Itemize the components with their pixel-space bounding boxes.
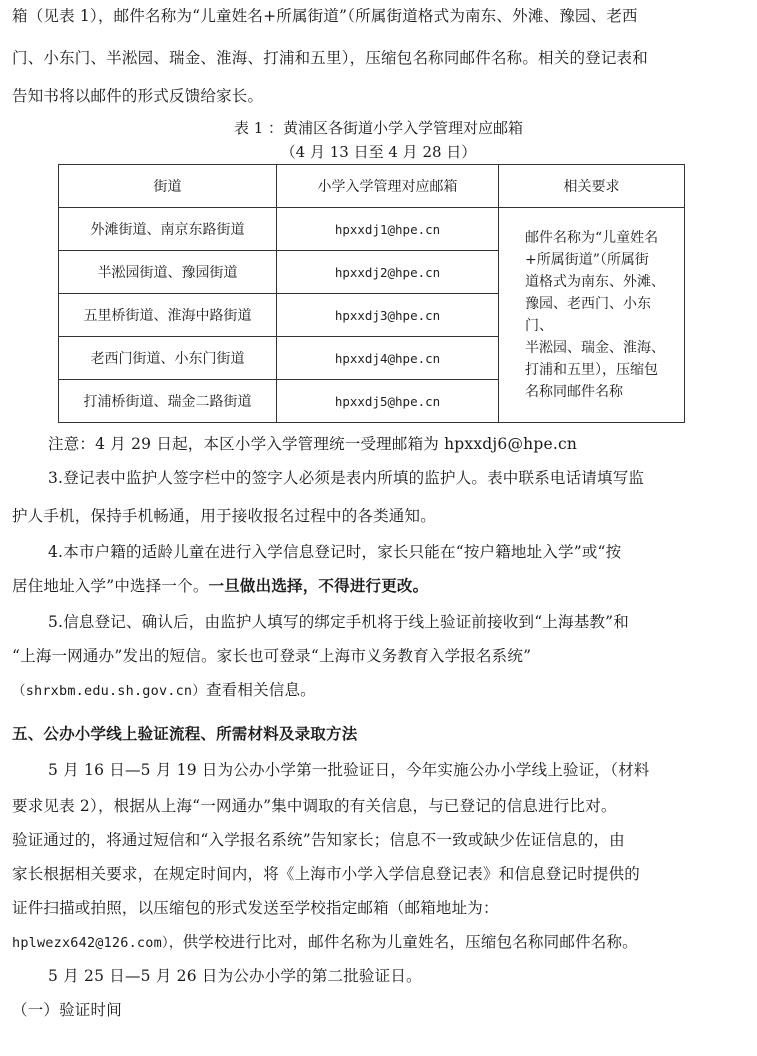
item-4-normal-text: 居住地址入学”中选择一个。 (12, 577, 209, 595)
note-line: 注意：4 月 29 日起，本区小学入学管理统一受理邮箱为 hpxxdj6@hpe.cn (48, 435, 578, 453)
email-cell: hpxxdj1@hpe.cn (277, 208, 499, 251)
table-header-row (59, 165, 685, 208)
header-requirement: 相关要求 (499, 165, 685, 208)
intro-line-1: 箱（见表 1），邮件名称为“儿童姓名+所属街道”（所属街道格式为南东、外滩、豫园、老西 (12, 7, 638, 25)
street-cell: 五里桥街道、淮海中路街道 (59, 294, 277, 337)
header-street: 街道 (59, 165, 277, 208)
section-5-p1-line-3: 验证通过的，将通过短信和“入学报名系统”告知家长；信息不一致或缺少佐证信息的，由 (12, 831, 625, 849)
system-url: （shrxbm.edu.sh.gov.cn） (12, 683, 206, 699)
street-cell: 外滩街道、南京东路街道 (59, 208, 277, 251)
intro-line-2: 门、小东门、半淞园、瑞金、淮海、打浦和五里），压缩包名称同邮件名称。相关的登记表和 (12, 49, 648, 67)
item-3-line-2: 护人手机，保持手机畅通，用于接收报名过程中的各类通知。 (12, 507, 436, 525)
item-5-tail-text: 查看相关信息。 (205, 681, 316, 699)
section-5-p1-tail: 供学校进行比对，邮件名称为儿童姓名，压缩包名称同邮件名称。 (182, 933, 638, 951)
intro-line-3: 告知书将以邮件的形式反馈给家长。 (12, 87, 264, 105)
item-4-line-1: 4.本市户籍的适龄儿童在进行入学信息登记时，家长只能在“按户籍地址入学”或“按 (48, 543, 622, 561)
mailbox-table (58, 164, 685, 423)
street-cell: 老西门街道、小东门街道 (59, 337, 277, 380)
section-5-p2: 5 月 25 日—5 月 26 日为公办小学的第二批验证日。 (48, 967, 422, 985)
email-cell: hpxxdj4@hpe.cn (277, 337, 499, 380)
email-cell: hpxxdj5@hpe.cn (277, 380, 499, 423)
street-cell: 半淞园街道、豫园街道 (59, 251, 277, 294)
table-subtitle: （4 月 13 日至 4 月 28 日） (280, 143, 477, 161)
item-5-line-1: 5.信息登记、确认后，由监护人填写的绑定手机将于线上验证前接收到“上海基教”和 (48, 613, 629, 631)
item-5-line-2: “上海一网通办”发出的短信。家长也可登录“上海市义务教育入学报名系统” (12, 647, 532, 665)
section-5-p1-line-4: 家长根据相关要求，在规定时间内，将《上海市小学入学信息登记表》和信息登记时提供的 (12, 865, 641, 883)
requirement-cell: 邮件名称为“儿童姓名 +所属街道”（所属街 道格式为南东、外滩、 豫园、老西门、小东门、 半淞园、瑞金、淮海、 打浦和五里），压缩包 名称同邮件名称 (499, 208, 685, 423)
section-5-heading: 五、公办小学线上验证流程、所需材料及录取方法 (12, 724, 358, 743)
section-5-p1-line-5: 证件扫描或拍照，以压缩包的形式发送至学校指定邮箱（邮箱地址为： (12, 899, 499, 917)
item-4-bold-text: 一旦做出选择，不得进行更改。 (208, 576, 429, 595)
section-5-p1-line-6 (12, 932, 747, 953)
table-title: 表 1 ：黄浦区各街道小学入学管理对应邮箱 (233, 119, 524, 137)
item-4-line-2 (12, 576, 747, 596)
street-cell: 打浦桥街道、瑞金二路街道 (59, 380, 277, 423)
subheading-verification-time: （一）验证时间 (12, 1001, 122, 1019)
section-5-p1-line-1: 5 月 16 日—5 月 19 日为公办小学第一批验证日，今年实施公办小学线上验证，（材料 (48, 761, 650, 779)
item-3-line-1: 3.登记表中监护人签字栏中的签字人必须是表内所填的监护人。表中联系电话请填写监 (48, 469, 645, 487)
email-cell: hpxxdj2@hpe.cn (277, 251, 499, 294)
email-cell: hpxxdj3@hpe.cn (277, 294, 499, 337)
header-email: 小学入学管理对应邮箱 (277, 165, 499, 208)
item-5-line-3 (12, 680, 747, 701)
table-row (59, 208, 685, 251)
section-5-p1-line-2: 要求见表 2），根据从上海“一网通办”集中调取的有关信息，与已登记的信息进行比对。 (12, 797, 617, 815)
school-email: hplwezx642@126.com）， (12, 935, 183, 951)
